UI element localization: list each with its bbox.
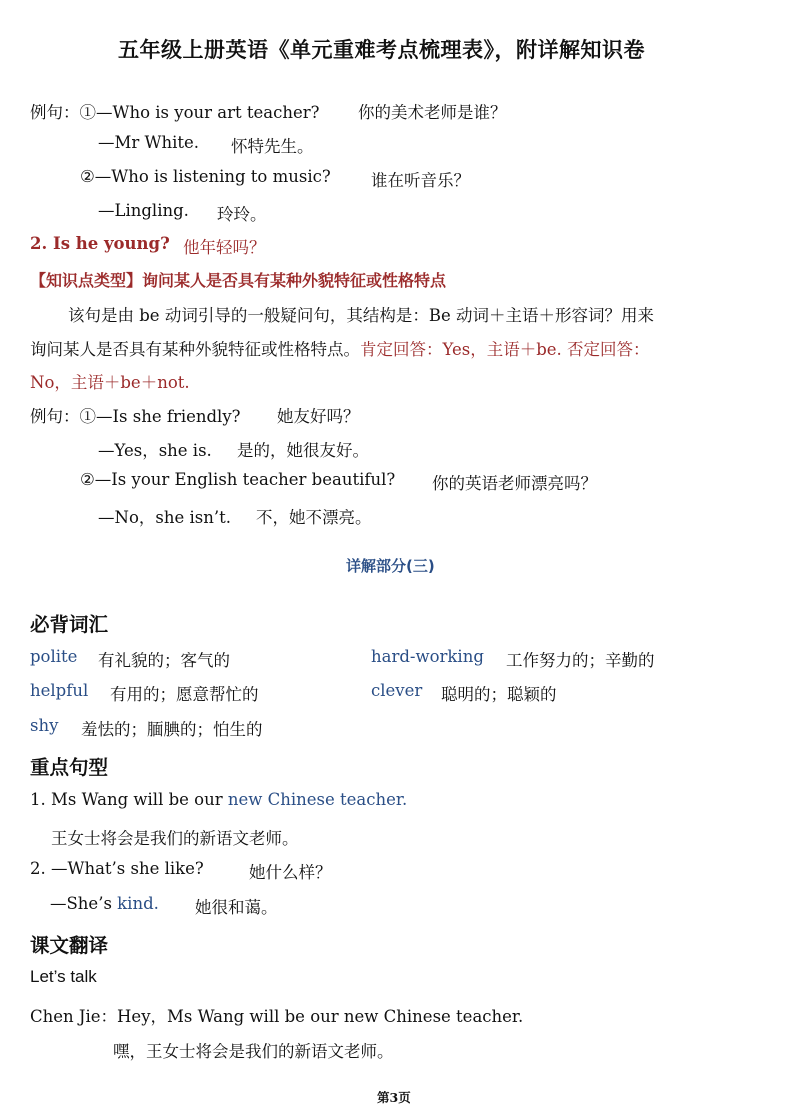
example-2-a1: —Yes，she is. <box>98 441 212 460</box>
sentence-1-text: 1. Ms Wang will be our <box>30 790 223 809</box>
vocab-heading: 必背词汇 <box>30 613 109 636</box>
sentence-1 <box>30 790 407 809</box>
sentence-1-translation: 王女士将会是我们的新语文老师。 <box>51 829 299 848</box>
example-2-a2: —No，she isn’t. <box>98 508 231 527</box>
vocab-word-hard-working: hard-working <box>371 647 484 666</box>
example-1-q1-translation: 你的美术老师是谁？ <box>358 103 507 122</box>
vocab-meaning-shy: 羞怯的；腼腆的；怕生的 <box>81 720 263 739</box>
knowledge-type-label: 【知识点类型】询问某人是否具有某种外貌特征或性格特点 <box>30 271 447 290</box>
example-2-q2: ②—Is your English teacher beautiful? <box>80 470 396 489</box>
vocab-meaning-clever: 聪明的；聪颖的 <box>441 685 557 704</box>
example-1-a2-translation: 玲玲。 <box>217 205 267 224</box>
detail-section-heading: 详解部分(三) <box>346 557 435 575</box>
point-2-question: 2. Is he young? <box>30 234 170 253</box>
sentence-2-answer-text: —She’s <box>50 894 112 913</box>
sentence-1-highlight: new Chinese teacher. <box>227 790 408 809</box>
example-1-q1: 例句：①—Who is your art teacher? <box>30 103 320 122</box>
vocab-meaning-helpful: 有用的；愿意帮忙的 <box>110 685 259 704</box>
example-2-q1: 例句：①—Is she friendly? <box>30 407 241 426</box>
knowledge-answer-rule: 肯定回答：Yes，主语＋be. 否定回答： <box>360 340 650 359</box>
page-number: 第3页 <box>377 1090 411 1105</box>
vocab-word-helpful: helpful <box>30 681 89 700</box>
translation-line-chinese: 嘿，王女士将会是我们的新语文老师。 <box>113 1042 394 1061</box>
point-2-translation: 他年轻吗？ <box>183 238 266 257</box>
knowledge-paragraph-line-1: 该句是由 be 动词引导的一般疑问句，其结构是：Be 动词＋主语＋形容词？用来 <box>68 306 654 325</box>
sentences-heading: 重点句型 <box>30 756 109 779</box>
example-2-a1-translation: 是的，她很友好。 <box>237 441 369 460</box>
vocab-word-polite: polite <box>30 647 78 666</box>
example-2-q1-translation: 她友好吗？ <box>277 407 360 426</box>
translation-subheading: Let’s talk <box>30 967 97 986</box>
example-2-a2-translation: 不，她不漂亮。 <box>256 508 372 527</box>
example-1-a1: —Mr White. <box>98 133 200 152</box>
knowledge-paragraph-line-2 <box>30 336 650 360</box>
example-1-a2: —Lingling. <box>98 201 189 220</box>
vocab-meaning-hard-working: 工作努力的；辛勤的 <box>506 651 655 670</box>
vocab-word-clever: clever <box>371 681 423 700</box>
example-2-q2-translation: 你的英语老师漂亮吗？ <box>432 474 597 493</box>
sentence-2-answer-translation: 她很和蔼。 <box>195 898 278 917</box>
sentence-2-question-translation: 她什么样？ <box>249 863 332 882</box>
sentence-2-answer-highlight: kind. <box>117 894 159 913</box>
example-1-a1-translation: 怀特先生。 <box>231 137 314 156</box>
knowledge-paragraph-text: 询问某人是否具有某种外貌特征或性格特点。 <box>30 340 360 359</box>
translation-line-english: Chen Jie：Hey，Ms Wang will be our new Chinese teacher. <box>30 1007 524 1026</box>
page-title: 五年级上册英语《单元重难考点梳理表》，附详解知识卷 <box>118 38 645 62</box>
translation-heading: 课文翻译 <box>30 934 109 957</box>
sentence-2-question: 2. —What’s she like? <box>30 859 204 878</box>
vocab-meaning-polite: 有礼貌的；客气的 <box>98 651 230 670</box>
knowledge-paragraph-line-3: No，主语＋be＋not. <box>30 373 190 392</box>
example-1-q2-translation: 谁在听音乐？ <box>371 171 470 190</box>
sentence-2-answer <box>50 894 159 913</box>
vocab-word-shy: shy <box>30 716 59 735</box>
example-1-q2: ②—Who is listening to music? <box>80 167 331 186</box>
